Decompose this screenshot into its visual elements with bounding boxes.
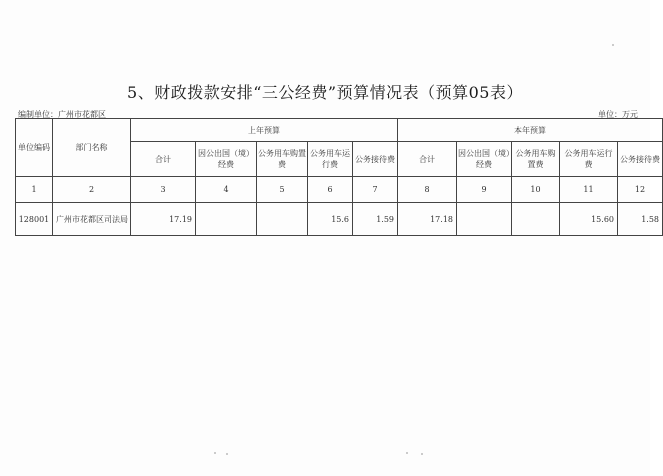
header-this-overseas: 因公出国（境）经费 [457,142,512,177]
header-last-car-purchase: 公务用车购置费 [257,142,308,177]
this-overseas-cell [457,203,512,236]
header-group-row [16,119,663,142]
column-index: 4 [196,177,257,203]
column-index: 6 [308,177,353,203]
column-index: 2 [53,177,131,203]
column-index: 1 [16,177,53,203]
unit-code-cell: 128001 [16,203,53,236]
last-reception-cell: 1.59 [353,203,398,236]
column-index: 5 [257,177,308,203]
header-last-total: 合计 [131,142,196,177]
header-this-car-purchase: 公务用车购置费 [512,142,560,177]
last-car-operation-cell: 15.6 [308,203,353,236]
this-car-operation-cell: 15.60 [560,203,618,236]
header-this-year-budget: 本年预算 [398,119,663,142]
scan-speck [226,453,228,455]
column-index: 12 [618,177,663,203]
last-overseas-cell [196,203,257,236]
header-this-total: 合计 [398,142,457,177]
header-last-car-operation: 公务用车运行费 [308,142,353,177]
header-unit-code: 单位编码 [16,119,53,177]
header-this-car-operation: 公务用车运行费 [560,142,618,177]
last-car-purchase-cell [257,203,308,236]
last-total-cell: 17.19 [131,203,196,236]
header-this-reception: 公务接待费 [618,142,663,177]
compiling-unit-label: 编制单位：广州市花都区 [18,110,106,119]
column-index: 7 [353,177,398,203]
column-index: 10 [512,177,560,203]
scan-speck [406,452,408,454]
this-car-purchase-cell [512,203,560,236]
column-index: 11 [560,177,618,203]
this-total-cell: 17.18 [398,203,457,236]
table-row [16,203,663,236]
currency-unit-label: 单位：万元 [598,110,638,119]
column-index-row [16,177,663,203]
scan-speck [421,453,423,455]
this-reception-cell: 1.58 [618,203,663,236]
dept-name-cell: 广州市花都区司法局 [53,203,131,236]
scan-speck [612,44,614,46]
header-last-reception: 公务接待费 [353,142,398,177]
column-index: 9 [457,177,512,203]
scan-speck [214,452,216,454]
header-dept-name: 部门名称 [53,119,131,177]
header-last-year-budget: 上年预算 [131,119,398,142]
three-public-expenses-table [15,118,663,236]
column-index: 3 [131,177,196,203]
header-last-overseas: 因公出国（境）经费 [196,142,257,177]
page-title: 5、财政拨款安排“三公经费”预算情况表（预算05表） [127,83,523,102]
column-index: 8 [398,177,457,203]
